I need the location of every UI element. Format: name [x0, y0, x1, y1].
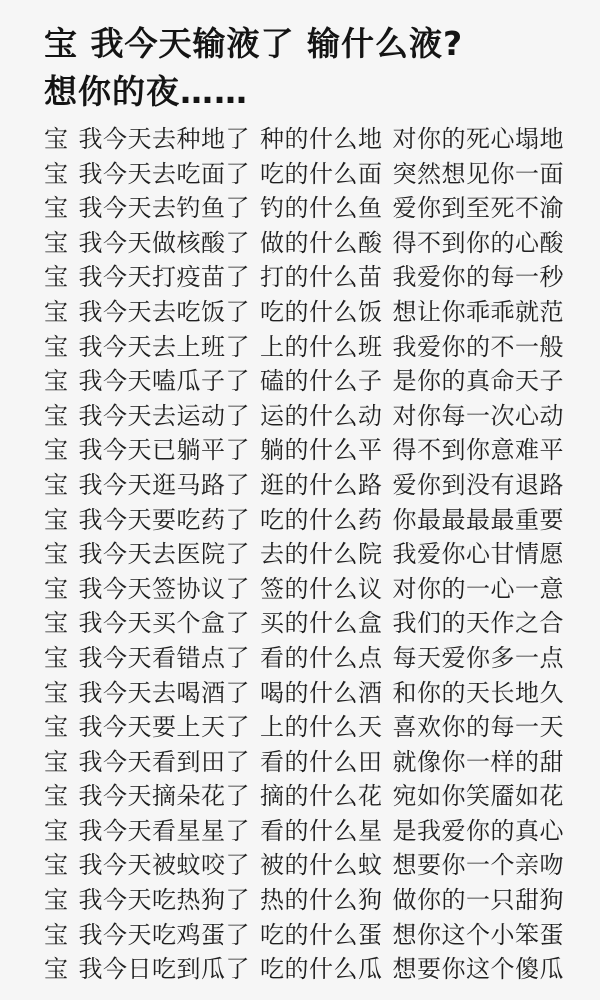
verse-prefix: 宝 — [44, 436, 69, 465]
verse-answer: 我爱你的每一秒 — [392, 263, 564, 292]
verse-answer: 你最最最最重要 — [392, 505, 564, 534]
verse-question: 看的什么田 — [260, 747, 383, 776]
verse-line — [44, 814, 600, 849]
verse-line — [44, 226, 600, 261]
verse-line — [44, 122, 600, 157]
verse-prefix: 宝 — [44, 747, 69, 776]
verse-question: 吃的什么药 — [260, 505, 383, 534]
verse-question: 看的什么星 — [260, 816, 383, 845]
verse-answer: 想你这个小笨蛋 — [392, 920, 564, 949]
verse-action: 我今天已躺平了 — [78, 436, 250, 465]
verse-prefix: 宝 — [44, 228, 69, 257]
verse-line — [44, 952, 600, 987]
verse-prefix: 宝 — [44, 816, 69, 845]
verse-line — [44, 779, 600, 814]
verse-question: 钓的什么鱼 — [260, 194, 383, 223]
verse-prefix: 宝 — [44, 574, 69, 603]
verse-line — [44, 191, 600, 226]
verse-question: 签的什么议 — [260, 574, 383, 603]
verse-action: 我今日吃到瓜了 — [78, 955, 250, 984]
verse-answer: 得不到你的心酸 — [392, 228, 564, 257]
verse-prefix: 宝 — [44, 886, 69, 915]
verse-answer: 喜欢你的每一天 — [392, 713, 564, 742]
verse-answer: 爱你到至死不渝 — [392, 194, 564, 223]
verse-answer: 是我爱你的真心 — [392, 816, 564, 845]
verse-action: 我今天嗑瓜子了 — [78, 367, 250, 396]
verse-action: 我今天要上天了 — [78, 713, 250, 742]
verse-action: 我今天要吃药了 — [78, 505, 250, 534]
verse-line — [44, 364, 600, 399]
verse-question: 吃的什么瓜 — [260, 955, 383, 984]
verse-prefix: 宝 — [44, 678, 69, 707]
verse-action: 我今天摘朵花了 — [78, 782, 250, 811]
verse-action: 我今天买个盒了 — [78, 609, 250, 638]
verse-prefix: 宝 — [44, 713, 69, 742]
verse-prefix: 宝 — [44, 159, 69, 188]
verse-question: 磕的什么子 — [260, 367, 383, 396]
verse-action: 我今天去医院了 — [78, 540, 250, 569]
verse-line — [44, 537, 600, 572]
verse-question: 买的什么盒 — [260, 609, 383, 638]
verse-action: 我今天看到田了 — [78, 747, 250, 776]
verse-line — [44, 572, 600, 607]
verse-line — [44, 676, 600, 711]
verse-line — [44, 883, 600, 918]
verse-question: 种的什么地 — [260, 125, 383, 153]
verse-question: 喝的什么酒 — [260, 678, 383, 707]
verse-line — [44, 745, 600, 780]
verse-prefix: 宝 — [44, 920, 69, 949]
verse-line — [44, 157, 600, 192]
verse-question: 摘的什么花 — [260, 782, 383, 811]
verse-line — [44, 330, 600, 365]
verse-action: 我今天去吃面了 — [78, 159, 250, 188]
verse-action: 我今天去上班了 — [78, 332, 250, 361]
verse-action: 我今天看错点了 — [78, 643, 250, 672]
verse-question: 吃的什么面 — [260, 159, 383, 188]
verse-prefix: 宝 — [44, 851, 69, 880]
verse-prefix: 宝 — [44, 782, 69, 811]
verse-prefix: 宝 — [44, 367, 69, 396]
headline-line-1: 宝 我今天输液了 输什么液? — [44, 24, 464, 63]
verse-answer: 得不到你意难平 — [392, 436, 564, 465]
verse-answer: 对你的死心塌地 — [392, 125, 564, 153]
verse-prefix: 宝 — [44, 470, 69, 499]
verse-question: 吃的什么蛋 — [260, 920, 383, 949]
verse-action: 我今天去运动了 — [78, 401, 250, 430]
verse-question: 运的什么动 — [260, 401, 383, 430]
verse-question: 上的什么天 — [260, 713, 383, 742]
verse-answer: 对你每一次心动 — [392, 401, 564, 430]
verse-answer: 和你的天长地久 — [392, 678, 564, 707]
verse-line — [44, 468, 600, 503]
verse-action: 我今天吃热狗了 — [78, 886, 250, 915]
verse-prefix: 宝 — [44, 194, 69, 223]
verse-action: 我今天去吃饭了 — [78, 297, 250, 326]
verse-answer: 做你的一只甜狗 — [392, 886, 564, 915]
verse-answer: 突然想见你一面 — [392, 159, 564, 188]
verse-prefix: 宝 — [44, 643, 69, 672]
verse-action: 我今天吃鸡蛋了 — [78, 920, 250, 949]
verse-question: 被的什么蚊 — [260, 851, 383, 880]
verse-answer: 爱你到没有退路 — [392, 470, 564, 499]
verse-line — [44, 848, 600, 883]
verse-question: 躺的什么平 — [260, 436, 383, 465]
verse-line — [44, 606, 600, 641]
verse-answer: 想要你这个傻瓜 — [392, 955, 564, 984]
verse-question: 逛的什么路 — [260, 470, 383, 499]
verse-prefix: 宝 — [44, 540, 69, 569]
verse-action: 我今天去种地了 — [78, 125, 250, 153]
verse-question: 吃的什么饭 — [260, 297, 383, 326]
verse-action: 我今天做核酸了 — [78, 228, 250, 257]
verse-action: 我今天打疫苗了 — [78, 263, 250, 292]
verse-action: 我今天去钓鱼了 — [78, 194, 250, 223]
verse-line — [44, 503, 600, 538]
verse-prefix: 宝 — [44, 263, 69, 292]
verse-prefix: 宝 — [44, 505, 69, 534]
verse-prefix: 宝 — [44, 297, 69, 326]
verse-prefix: 宝 — [44, 125, 69, 153]
verse-line — [44, 399, 600, 434]
verse-line — [44, 295, 600, 330]
verse-line — [44, 918, 600, 953]
verse-list — [44, 122, 600, 987]
verse-line — [44, 260, 600, 295]
verse-question: 热的什么狗 — [260, 886, 383, 915]
verse-prefix: 宝 — [44, 609, 69, 638]
verse-prefix: 宝 — [44, 955, 69, 984]
verse-line — [44, 641, 600, 676]
verse-question: 上的什么班 — [260, 332, 383, 361]
verse-action: 我今天看星星了 — [78, 816, 250, 845]
verse-question: 做的什么酸 — [260, 228, 383, 257]
verse-question: 去的什么院 — [260, 540, 383, 569]
verse-action: 我今天去喝酒了 — [78, 678, 250, 707]
verse-answer: 想让你乖乖就范 — [392, 297, 564, 326]
verse-answer: 对你的一心一意 — [392, 574, 564, 603]
verse-answer: 每天爱你多一点 — [392, 643, 564, 672]
headline-line-2: 想你的夜…… — [44, 72, 248, 111]
verse-answer: 我爱你的不一般 — [392, 332, 564, 361]
verse-line — [44, 710, 600, 745]
verse-action: 我今天签协议了 — [78, 574, 250, 603]
verse-action: 我今天被蚊咬了 — [78, 851, 250, 880]
verse-answer: 我们的天作之合 — [392, 609, 564, 638]
verse-answer: 就像你一样的甜 — [392, 747, 564, 776]
verse-answer: 宛如你笑靥如花 — [392, 782, 564, 811]
verse-question: 打的什么苗 — [260, 263, 383, 292]
verse-line — [44, 433, 600, 468]
verse-answer: 我爱你心甘情愿 — [392, 540, 564, 569]
verse-prefix: 宝 — [44, 332, 69, 361]
verse-answer: 想要你一个亲吻 — [392, 851, 564, 880]
verse-action: 我今天逛马路了 — [78, 470, 250, 499]
verse-question: 看的什么点 — [260, 643, 383, 672]
verse-answer: 是你的真命天子 — [392, 367, 564, 396]
verse-prefix: 宝 — [44, 401, 69, 430]
